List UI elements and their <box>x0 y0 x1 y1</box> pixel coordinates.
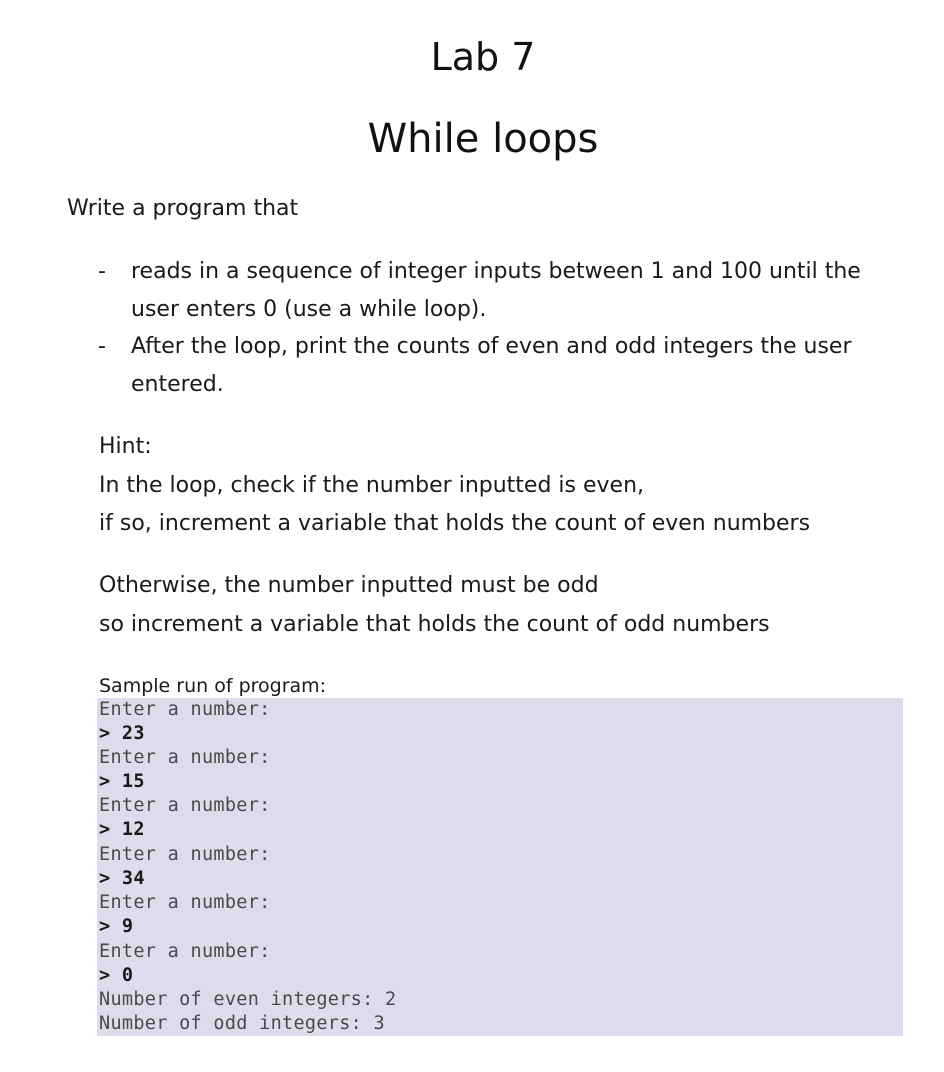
bullet-text-line: reads in a sequence of integer inputs between 1 and 100 until the <box>131 259 861 284</box>
code-line-prompt: Enter a number: <box>99 795 271 816</box>
code-line-prompt: Enter a number: <box>99 699 271 720</box>
bullet-text-line: After the loop, print the counts of even and odd integers the user <box>131 334 852 359</box>
code-line-output-odd: Number of odd integers: 3 <box>99 1013 385 1034</box>
page-title: Lab 7 <box>430 35 536 79</box>
code-line-input: > 23 <box>99 723 145 744</box>
sample-run-label: Sample run of program: <box>99 675 327 697</box>
intro-text: Write a program that <box>67 196 299 221</box>
bullet-text <box>131 328 861 403</box>
bullet-text-line: user enters 0 (use a while loop). <box>131 296 487 322</box>
code-line-prompt: Enter a number: <box>99 844 271 865</box>
hint-label: Hint: <box>99 434 152 459</box>
page-subtitle: While loops <box>367 116 599 162</box>
bullet-text <box>131 253 861 328</box>
code-line-output-even: Number of even integers: 2 <box>99 989 397 1010</box>
code-line-input: > 9 <box>99 916 134 937</box>
code-line-input: > 0 <box>99 965 134 986</box>
code-line-input: > 15 <box>99 771 145 792</box>
bullet-text-line: entered. <box>131 371 224 397</box>
hint-line: if so, increment a variable that holds the count of even numbers <box>99 511 811 536</box>
sample-run-code-block <box>97 698 903 1036</box>
code-line-input: > 12 <box>99 819 145 840</box>
code-line-prompt: Enter a number: <box>99 747 271 768</box>
code-line-prompt: Enter a number: <box>99 941 271 962</box>
code-line-input: > 34 <box>99 868 145 889</box>
code-line-prompt: Enter a number: <box>99 892 271 913</box>
hint-line: Otherwise, the number inputted must be odd <box>99 573 599 598</box>
hint-line: In the loop, check if the number inputted is even, <box>99 473 645 498</box>
bullet-dash: - <box>98 334 106 359</box>
bullet-dash: - <box>98 259 106 284</box>
hint-line: so increment a variable that holds the count of odd numbers <box>99 612 770 637</box>
